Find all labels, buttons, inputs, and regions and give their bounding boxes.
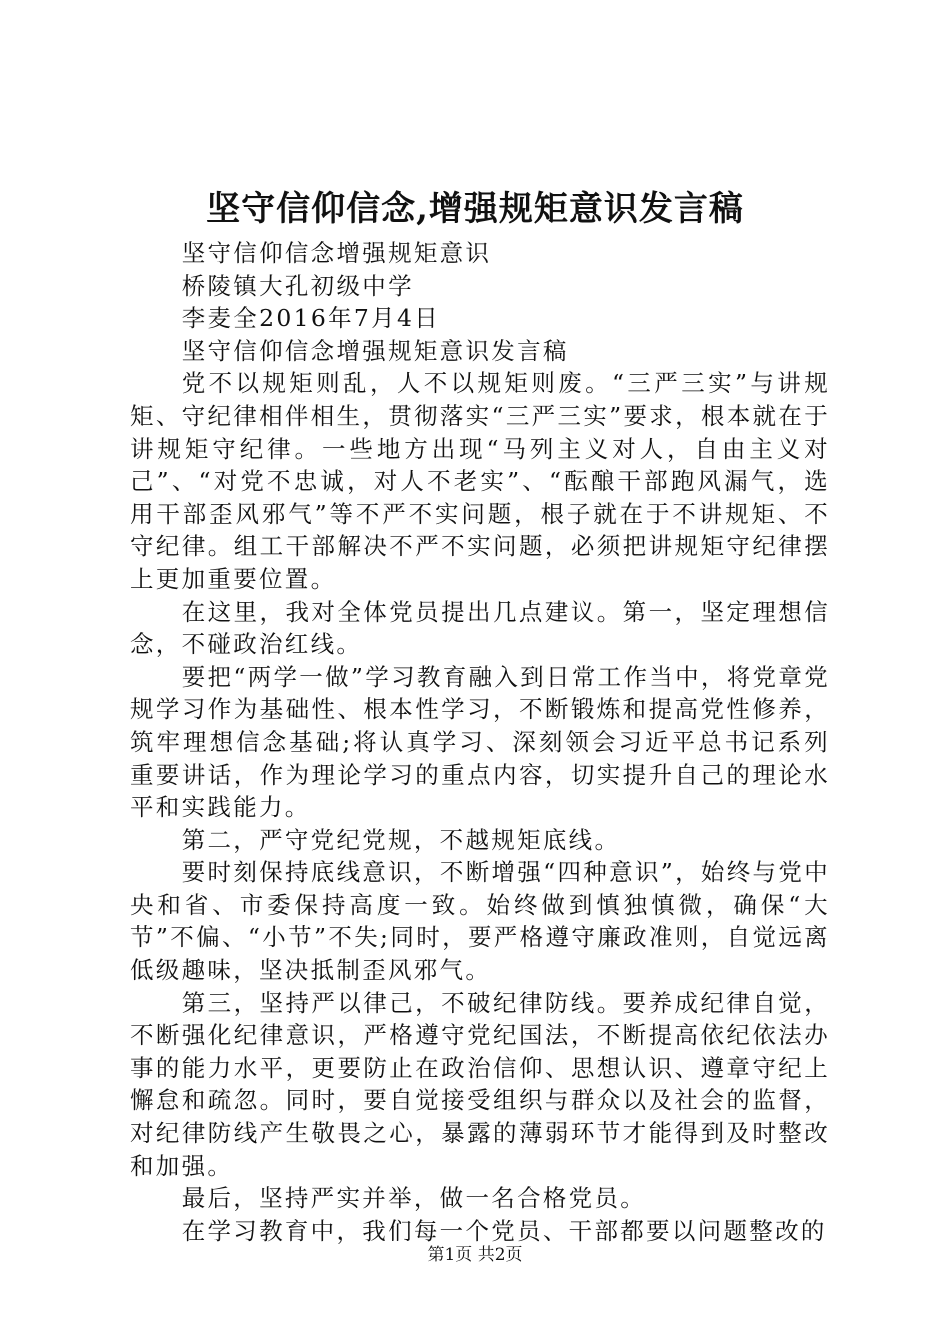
paragraph: 党不以规矩则乱，人不以规矩则废。“三严三实”与讲规矩、守纪律相伴相生，贯彻落实“三严三实”要求，根本就在于讲规矩守纪律。一些地方出现“马列主义对人，自由主义对己”、“对党不忠诚，对人不老实”、“酝酿干部跑风漏气，选用干部歪风邪气”等不严不实问题，根子就在于不讲规矩、不守纪律。组工干部解决不严不实问题，必须把讲规矩守纪律摆上更加重要位置。 [130, 369, 830, 593]
paragraph-subtitle: 坚守信仰信念增强规矩意识 [181, 239, 492, 267]
paragraph: 在这里，我对全体党员提出几点建议。第一，坚定理想信念，不碰政治红线。 [130, 597, 830, 659]
paragraph-heading: 坚守信仰信念增强规矩意识发言稿 [181, 336, 569, 365]
paragraph: 第二，严守党纪党规，不越规矩底线。 [181, 825, 621, 854]
paragraph: 在学习教育中，我们每一个党员、干部都要以问题整改的 [181, 1216, 827, 1245]
paragraph: 要把“两学一做”学习教育融入到日常工作当中，将党章党规学习作为基础性、根本性学习，不断锻炼和提高党性修养，筑牢理想信念基础;将认真学习、深刻领会习近平总书记系列重要讲话，作为理论学习的重点内容，切实提升自己的理论水平和实践能力。 [130, 662, 830, 822]
paragraph: 要时刻保持底线意识，不断增强“四种意识”，始终与党中央和省、市委保持高度一致。始终做到慎独慎微，确保“大节”不偏、“小节”不失;同时，要严格遵守廉政准则，自觉远离低级趣味，坚决抵制歪风邪气。 [130, 858, 830, 985]
paragraph: 第三，坚持严以律己，不破纪律防线。要养成纪律自觉，不断强化纪律意识，严格遵守党纪国法，不断提高依纪依法办事的能力水平，更要防止在政治信仰、思想认识、遵章守纪上懈怠和疏忽。同时，要自觉接受组织与群众以及社会的监督，对纪律防线产生敬畏之心，暴露的薄弱环节才能得到及时整改和加强。 [130, 988, 830, 1180]
document-title: 坚守信仰信念,增强规矩意识发言稿 [206, 189, 744, 229]
document-body [130, 237, 830, 1247]
paragraph: 最后，坚持严实并举，做一名合格党员。 [181, 1184, 647, 1213]
paragraph-author-date: 李麦全2016年7月4日 [181, 304, 440, 333]
page-number-footer: 第1页 共2页 [427, 1245, 523, 1265]
paragraph-school: 桥陵镇大孔初级中学 [181, 271, 414, 300]
